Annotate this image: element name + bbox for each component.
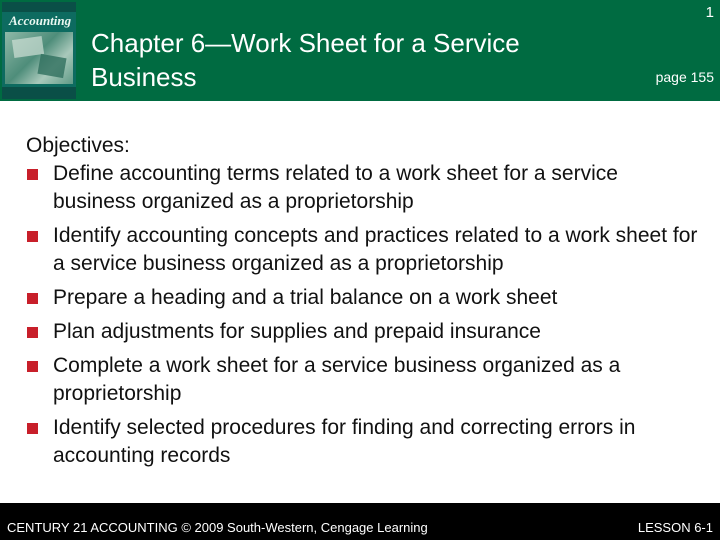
square-bullet-icon [27, 361, 38, 372]
square-bullet-icon [27, 231, 38, 242]
objective-text: Prepare a heading and a trial balance on a work sheet [53, 286, 558, 309]
header-divider [0, 101, 720, 104]
square-bullet-icon [27, 327, 38, 338]
square-bullet-icon [27, 293, 38, 304]
objectives-list [26, 160, 706, 470]
objective-item [26, 222, 706, 278]
cover-logo-text: Accounting [9, 13, 72, 28]
slide-content [26, 131, 706, 476]
slide-header [0, 0, 720, 101]
footer-lesson: LESSON 6-1 [637, 520, 713, 535]
objective-item [26, 318, 706, 346]
objective-item [26, 284, 706, 312]
page-reference: page 155 [655, 69, 714, 85]
objective-item [26, 160, 706, 216]
slide-number: 1 [705, 4, 714, 21]
objective-text: Identify accounting concepts and practices related to a work sheet for a service business organized as a proprietorship [53, 224, 698, 275]
objective-item [26, 414, 706, 470]
objective-text: Define accounting terms related to a work sheet for a service business organized as a proprietorship [53, 162, 618, 213]
objective-text: Plan adjustments for supplies and prepaid insurance [53, 320, 541, 343]
square-bullet-icon [27, 169, 38, 180]
cover-bottom-band [2, 87, 76, 99]
cover-top-band [2, 2, 76, 12]
footer-copyright: CENTURY 21 ACCOUNTING © 2009 South-Western, Cengage Learning [7, 520, 428, 535]
textbook-cover-image [2, 2, 76, 99]
cover-photo [5, 32, 73, 84]
square-bullet-icon [27, 423, 38, 434]
objective-text: Complete a work sheet for a service business organized as a proprietorship [53, 354, 621, 405]
objective-text: Identify selected procedures for finding and correcting errors in accounting records [53, 416, 636, 467]
objectives-heading: Objectives: [26, 134, 130, 157]
chapter-title: Chapter 6—Work Sheet for a Service Business [91, 28, 520, 92]
objective-item [26, 352, 706, 408]
slide-footer [0, 503, 720, 540]
